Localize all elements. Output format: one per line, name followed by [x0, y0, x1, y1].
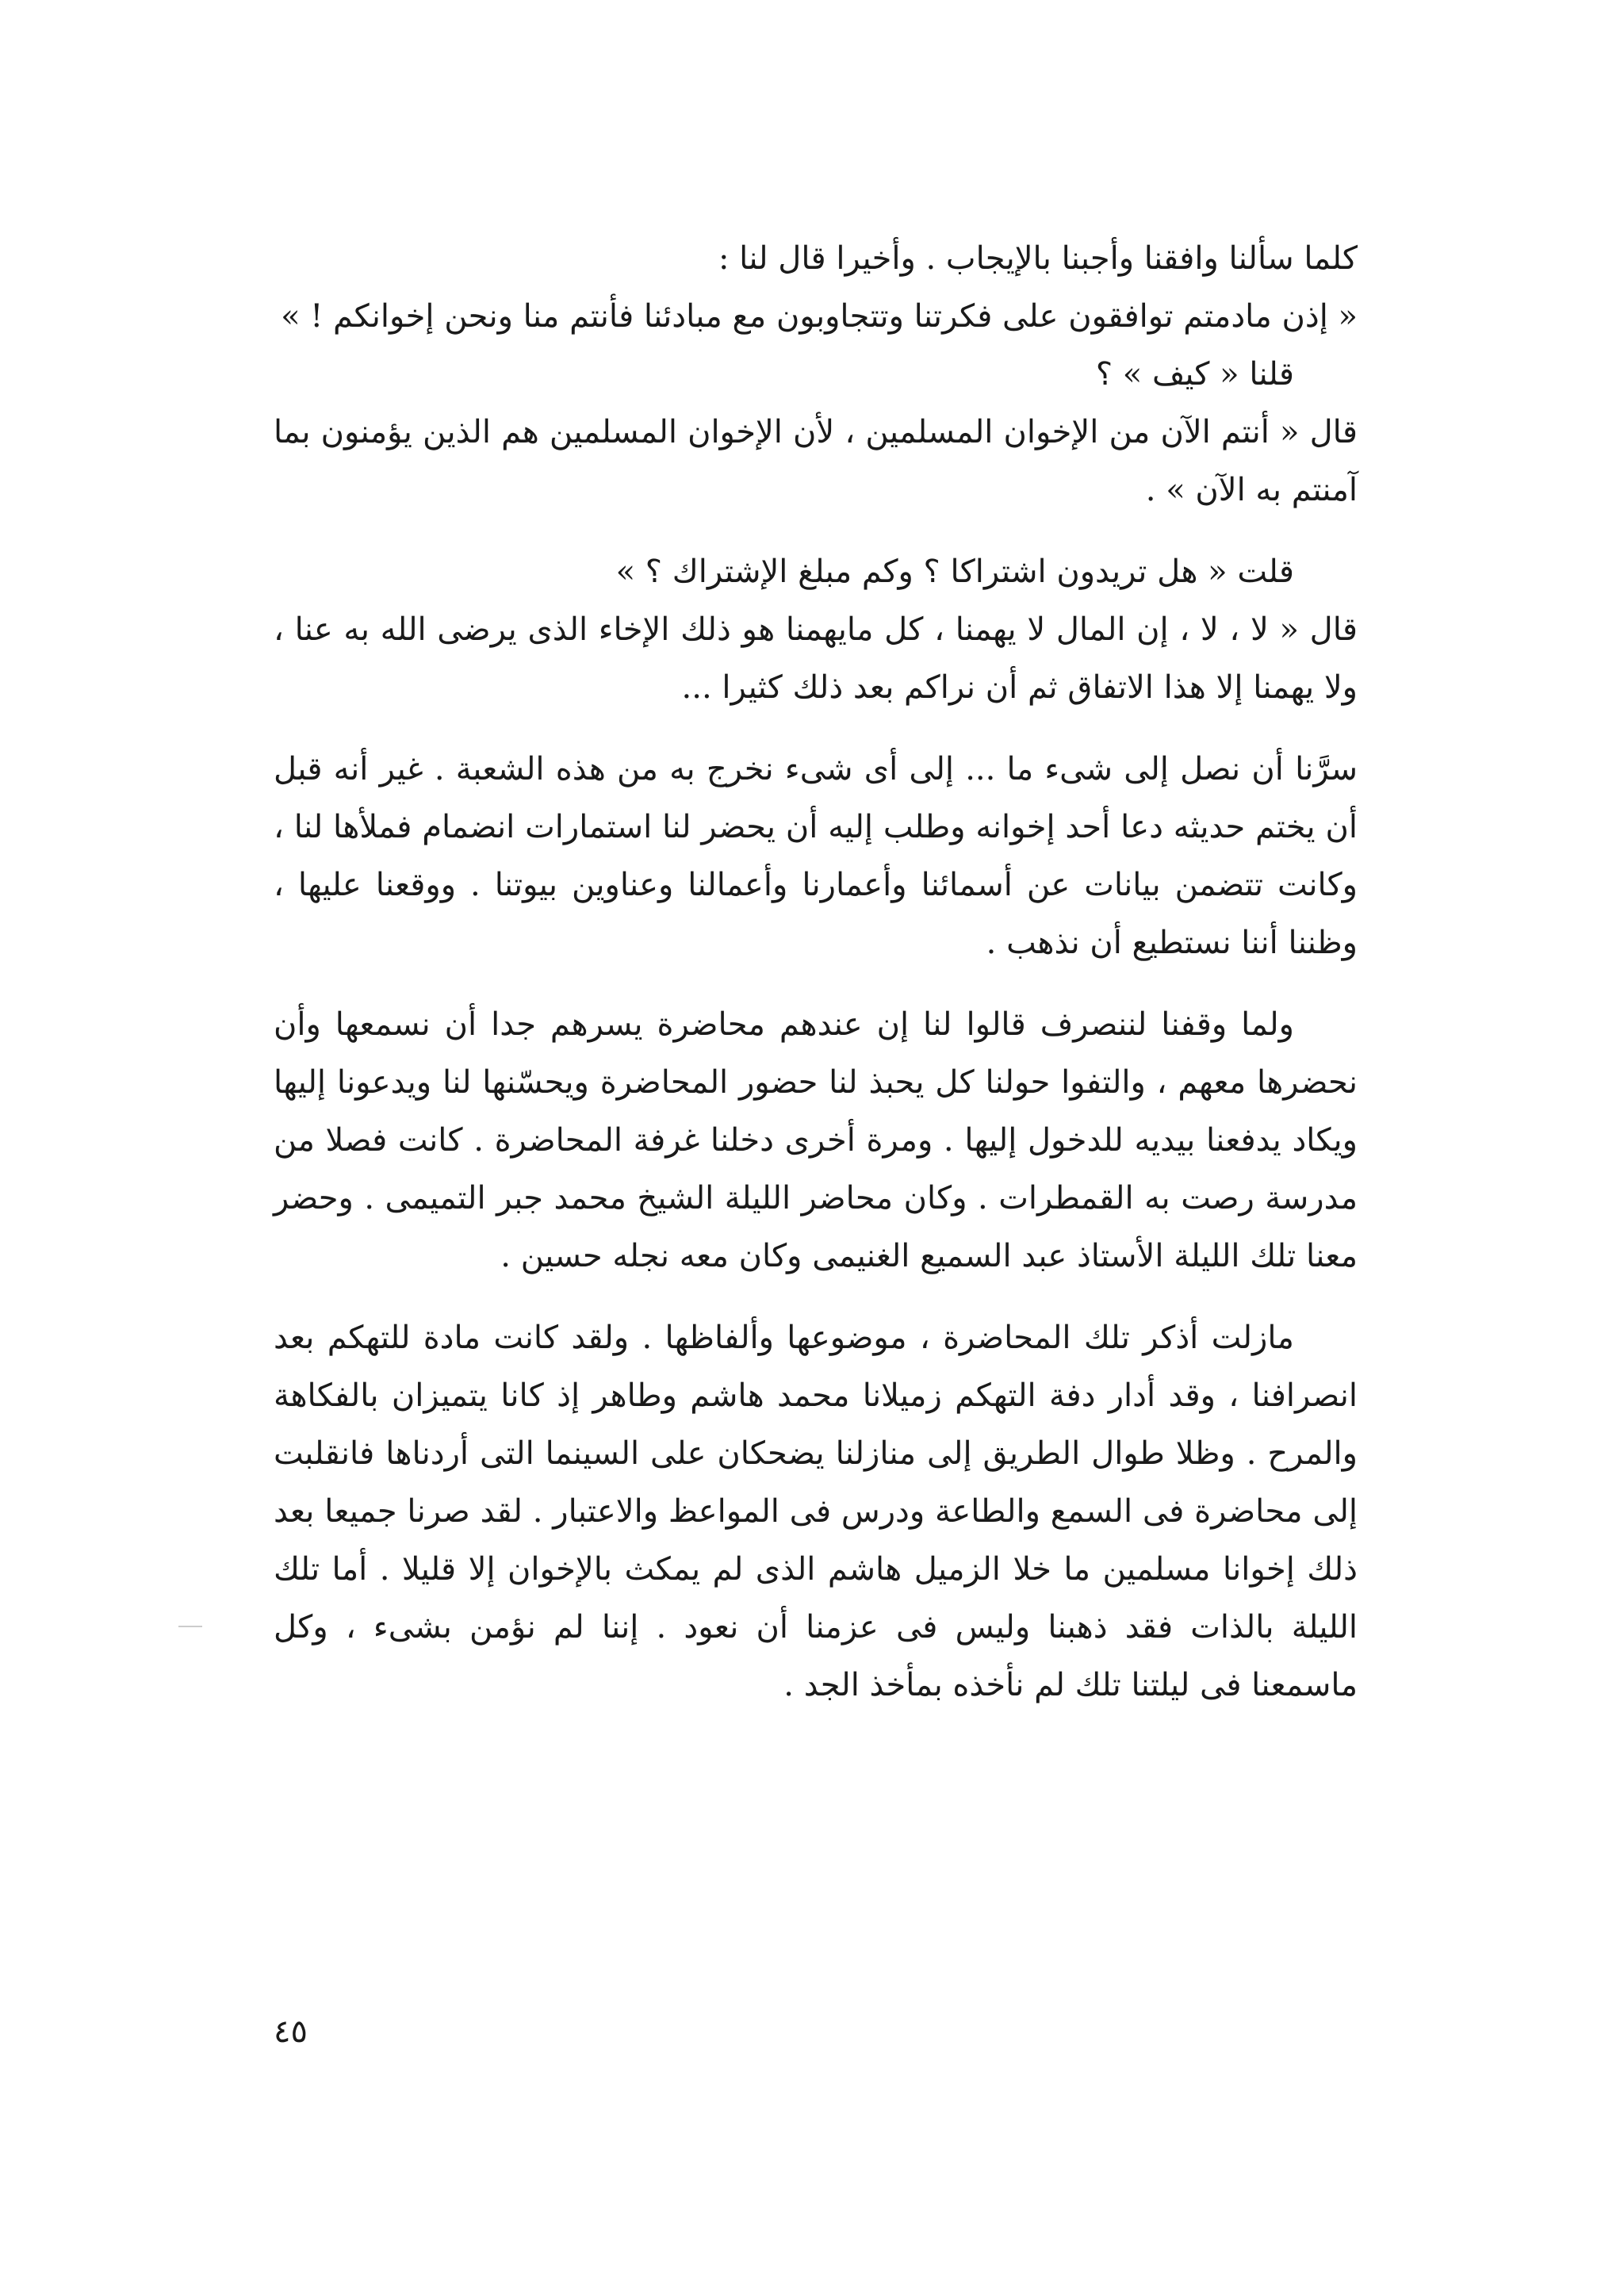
- paragraph: مازلت أذكر تلك المحاضرة ، موضوعها وألفاظها . ولقد كانت مادة للتهكم بعد انصرافنا ، وقد أدار دفة التهكم زميلانا محمد هاشم وطاهر إذ كانا يتميزان بالفكاهة والمرح . وظلا طوال الطريق إلى منازلنا يضحكان على السينما التى أردناها فانقلبت إلى محاضرة فى السمع والطاعة ودرس فى المواعظ والاعتبار . لقد صرنا جميعا بعد ذلك إخوانا مسلمين ما خلا الزميل هاشم الذى لم يمكث بالإخوان إلا قليلا . أما تلك الليلة بالذات فقد ذهبنا وليس فى عزمنا أن نعود . إننا لم نؤمن بشىء ، وكل ماسمعنا فى ليلتنا تلك لم نأخذه بمأخذ الجد .: [274, 1320, 1358, 1703]
- paragraph-quote: « إذن مادمتم توافقون على فكرتنا وتتجاوبون مع مبادئنا فأنتم منا ونحن إخوانكم ! »: [281, 298, 1358, 335]
- paragraph: ولما وقفنا لننصرف قالوا لنا إن عندهم محاضرة يسرهم جدا أن نسمعها وأن نحضرها معهم ، والتفوا حولنا كل يحبذ لنا حضور المحاضرة ويحسّنها لنا ويدعونا إليها ويكاد يدفعنا بيديه للدخول إليها . ومرة أخرى دخلنا غرفة المحاضرة . كانت فصلا من مدرسة رصت به القمطرات . وكان محاضر الليلة الشيخ محمد جبر التميمى . وحضر معنا تلك الليلة الأستاذ عبد السميع الغنيمى وكان معه نجله حسين .: [274, 1006, 1358, 1274]
- body-text: [274, 230, 1358, 1714]
- paragraph: قلنا « كيف » ؟: [1095, 356, 1294, 393]
- page-number: ٤٥: [274, 2013, 308, 2050]
- paragraph: سرَّنا أن نصل إلى شىء ما ... إلى أى شىء نخرج به من هذه الشعبة . غير أنه قبل أن يختم حديثه دعا أحد إخوانه وطلب إليه أن يحضر لنا استمارات انضمام فملأها لنا ، وكانت تتضمن بيانات عن أسمائنا وأعمارنا وأعمالنا وعناوين بيوتنا . ووقعنا عليها ، وظننا أننا نستطيع أن نذهب .: [274, 751, 1358, 961]
- margin-mark: [178, 1626, 202, 1627]
- paragraph: قال « أنتم الآن من الإخوان المسلمين ، لأن الإخوان المسلمين هم الذين يؤمنون بما آمنتم به الآن » .: [274, 414, 1358, 508]
- paragraph: كلما سألنا وافقنا وأجبنا بالإيجاب . وأخيرا قال لنا :: [718, 240, 1358, 277]
- paragraph: قلت « هل تريدون اشتراكا ؟ وكم مبلغ الإشتراك ؟ »: [615, 554, 1294, 590]
- paragraph: قال « لا ، لا ، إن المال لا يهمنا ، كل مايهمنا هو ذلك الإخاء الذى يرضى الله به عنا ، ولا يهمنا إلا هذا الاتفاق ثم أن نراكم بعد ذلك كثيرا ...: [274, 611, 1358, 706]
